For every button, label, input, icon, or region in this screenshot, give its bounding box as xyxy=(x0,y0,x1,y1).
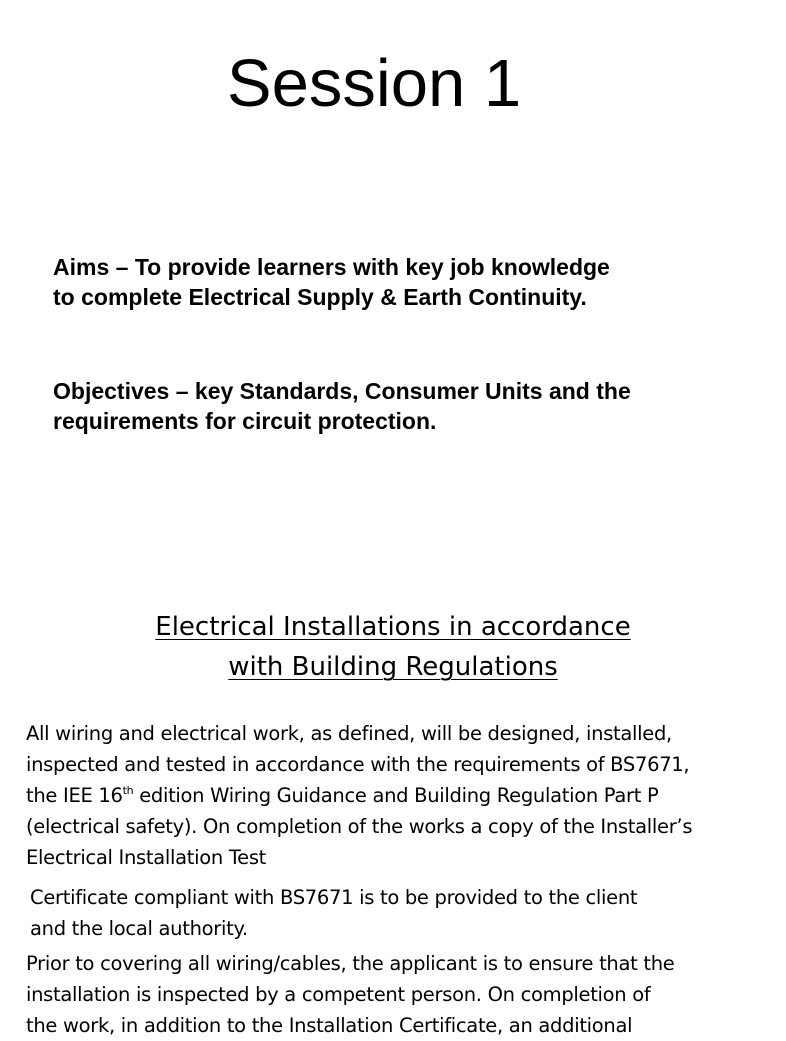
body-3-line-3: the work, in addition to the Installation Certificate, an additional xyxy=(26,1014,633,1037)
body-1-line-5: Electrical Installation Test xyxy=(26,846,267,869)
aims-line-1: Aims – To provide learners with key job knowledge xyxy=(53,254,610,280)
body-2-line-2: and the local authority. xyxy=(30,917,248,940)
body-paragraph-3 xyxy=(26,948,674,1041)
body-paragraph-2 xyxy=(30,882,637,944)
section-heading-line-1 xyxy=(0,607,786,647)
objectives-paragraph xyxy=(53,376,753,436)
objectives-line-2: requirements for circuit protection. xyxy=(53,408,437,434)
body-1-line-3 xyxy=(26,780,692,811)
section-heading-text-2: with Building Regulations xyxy=(228,652,558,682)
objectives-line-1: Objectives – key Standards, Consumer Units and the xyxy=(53,378,631,404)
section-heading xyxy=(0,607,786,687)
body-2-line-1: Certificate compliant with BS7671 is to be provided to the client xyxy=(30,886,638,909)
section-heading-line-2 xyxy=(0,647,786,687)
body-1-line-1: All wiring and electrical work, as defined, will be designed, installed, xyxy=(26,722,672,745)
session-title: Session 1 xyxy=(226,46,522,121)
body-1-line-3-start: the IEE 16 xyxy=(26,784,123,807)
body-1-line-3-end: edition Wiring Guidance and Building Regulation Part P xyxy=(133,784,659,807)
body-1-line-4: (electrical safety). On completion of the works a copy of the Installer’s xyxy=(26,815,693,838)
aims-paragraph xyxy=(53,252,753,312)
ordinal-superscript: th xyxy=(122,783,134,797)
aims-line-2: to complete Electrical Supply & Earth Continuity. xyxy=(53,284,587,310)
body-3-line-1: Prior to covering all wiring/cables, the applicant is to ensure that the xyxy=(26,952,675,975)
body-3-line-2: installation is inspected by a competent person. On completion of xyxy=(26,983,651,1006)
body-1-line-2: inspected and tested in accordance with the requirements of BS7671, xyxy=(26,753,690,776)
body-paragraph-1 xyxy=(26,718,692,873)
section-heading-text-1: Electrical Installations in accordance xyxy=(155,612,631,642)
